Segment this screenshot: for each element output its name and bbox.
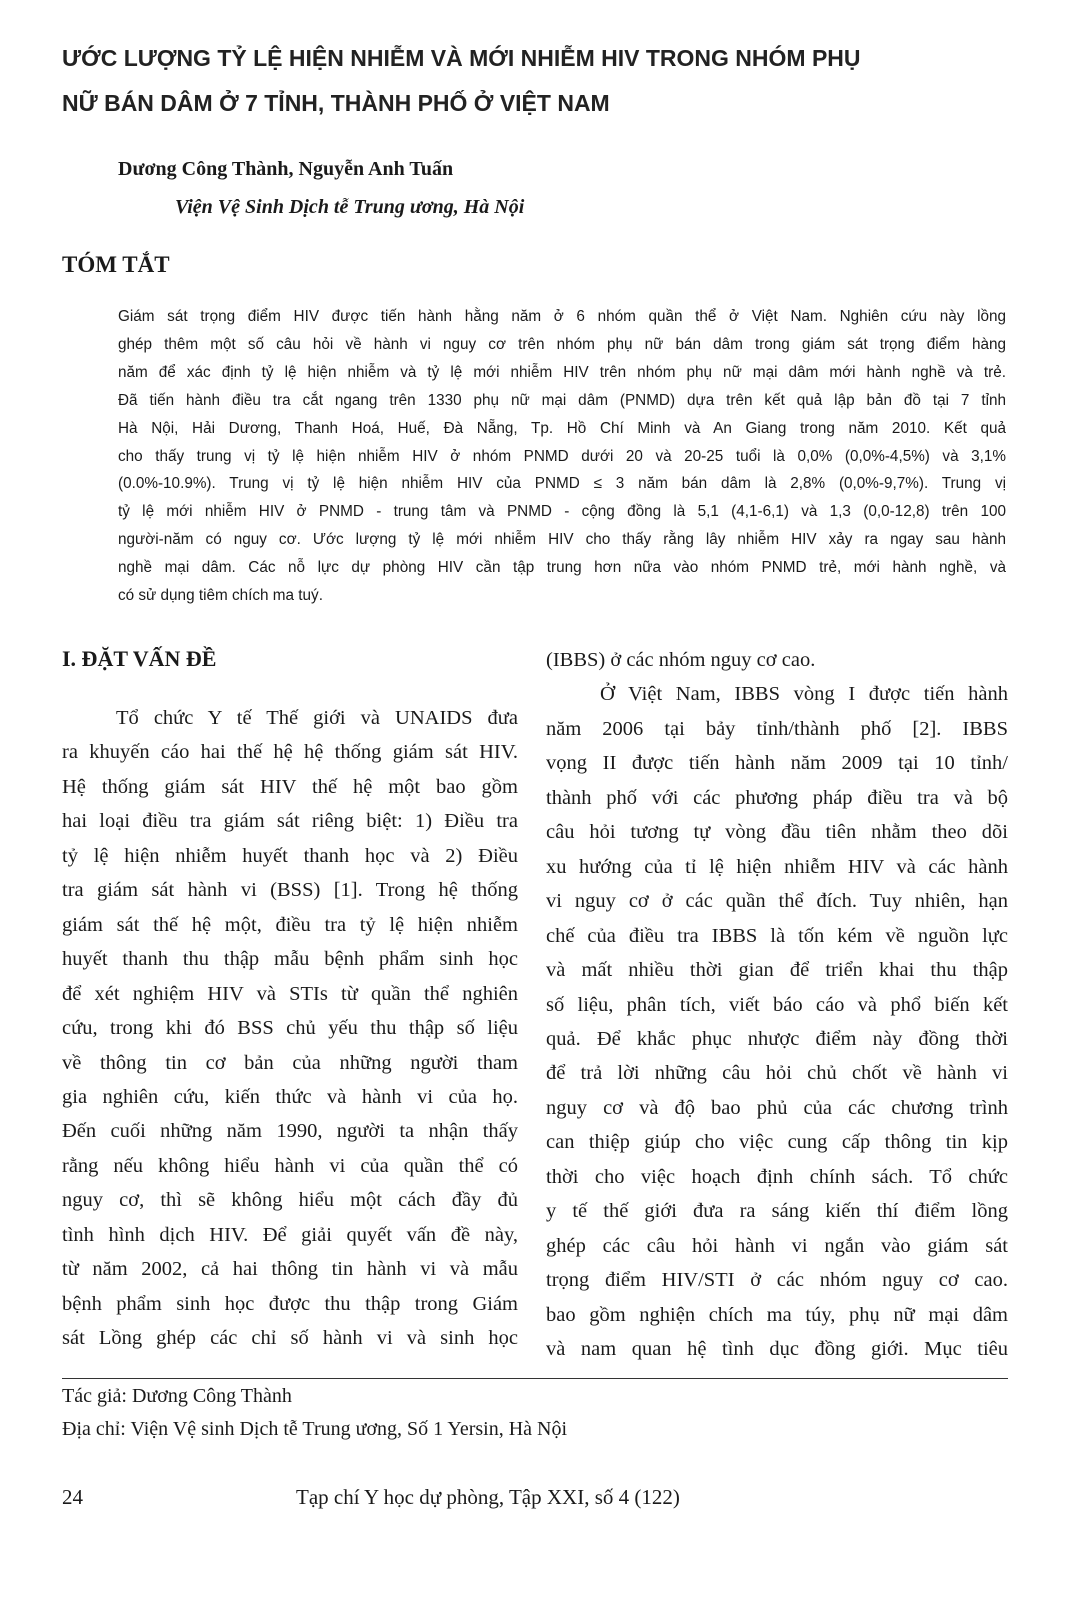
text-line: cứu, trong khi đó BSS chủ yếu thu thập số liệu	[62, 1017, 518, 1040]
text-line: tình hình dịch HIV. Để giải quyết vấn đề này,	[62, 1223, 518, 1246]
text-line: từ năm 2002, cả hai thông tin hành vi và mẫu	[62, 1258, 518, 1281]
text-line: (IBBS) ở các nhóm nguy cơ cao.	[546, 649, 816, 671]
text-line: sát Lồng ghép các chỉ số hành vi và sinh học	[62, 1327, 518, 1350]
text-line: và nam quan hệ tình dục đồng giới. Mục tiêu	[546, 1338, 1008, 1361]
text-line: và mất nhiều thời gian để triển khai thu thập	[546, 959, 1008, 982]
text-line: ghép thêm một số câu hỏi về hành vi nguy cơ trên nhóm phụ nữ bán dâm trong giám sát trọng điểm hàng	[118, 335, 1006, 353]
text-line: ra khuyến cáo hai thế hệ hệ thống giám sát HIV.	[62, 741, 518, 764]
text-line: chế của điều tra IBBS là tốn kém về nguồn lực	[546, 924, 1008, 947]
text-line: ghép các câu hỏi hành vi ngắn vào giám sát	[546, 1234, 1008, 1257]
text-line: tỷ lệ mới nhiễm HIV ở PNMD - trung tâm và PNMD - cộng đồng là 5,1 (4,1-6,1) và 1,3 (0,0-12,8) trên 100	[118, 503, 1006, 521]
section-heading: I. ĐẶT VẤN ĐỀ	[62, 646, 217, 671]
text-line: Hà Nội, Hải Dương, Thanh Hoá, Huế, Đà Nẵng, Tp. Hồ Chí Minh và An Giang trong năm 2010. Kết quả	[118, 419, 1006, 437]
text-line: thành phố với các phương pháp điều tra và bộ	[546, 786, 1008, 809]
text-line: nguy cơ, thì sẽ không hiểu một cách đầy đủ	[62, 1189, 518, 1212]
text-line: rằng nếu không hiểu hành vi của quần thể có	[62, 1154, 518, 1177]
text-line: thời cho việc hoạch định chính sách. Tổ chức	[546, 1165, 1008, 1188]
abstract	[118, 303, 1006, 610]
text-line: vọng II được tiến hành năm 2009 tại 10 tỉnh/	[546, 752, 1008, 775]
footnote-address: Địa chỉ: Viện Vệ sinh Dịch tễ Trung ương, Số 1 Yersin, Hà Nội	[62, 1418, 568, 1440]
article-title	[62, 36, 1012, 126]
text-line: bệnh phẩm sinh học được thu thập trong Giám	[62, 1292, 518, 1315]
text-line: y tế thế giới đưa ra sáng kiến thí điểm lồng	[546, 1200, 1008, 1223]
text-line: tỷ lệ hiện nhiễm huyết thanh học và 2) Điều	[62, 844, 518, 867]
text-line: gia nghiên cứu, kiến thức và hành vi của họ.	[62, 1085, 518, 1108]
text-line: trọng điểm HIV/STI ở các nhóm nguy cơ cao.	[546, 1269, 1008, 1292]
text-line: Tổ chức Y tế Thế giới và UNAIDS đưa	[116, 707, 518, 729]
text-line: Đã tiến hành điều tra cắt ngang trên 1330 phụ nữ mại dâm (PNMD) dựa trên kết quả lập bản đồ tại 7 tỉnh	[118, 391, 1006, 409]
text-line: năm để xác định tỷ lệ hiện nhiễm và tỷ lệ mới nhiễm HIV trên nhóm phụ nữ mại dâm mới hành nghề và trẻ.	[118, 363, 1006, 381]
text-line: Ở Việt Nam, IBBS vòng I được tiến hành	[600, 683, 1008, 706]
affiliation: Viện Vệ Sinh Dịch tễ Trung ương, Hà Nội	[175, 196, 525, 218]
text-line: vi nguy cơ ở các quần thể đích. Tuy nhiên, hạn	[546, 890, 1008, 913]
text-line: xu hướng của tỉ lệ hiện nhiễm HIV và các hành	[546, 855, 1008, 878]
text-line: số liệu, phân tích, viết báo cáo và phổ biến kết	[546, 993, 1008, 1016]
page-number: 24	[62, 1485, 83, 1509]
right-column	[546, 643, 1008, 1367]
text-line: có sử dụng tiêm chích ma tuý.	[118, 587, 323, 605]
text-line: câu hỏi tương tự vòng đầu tiên nhằm theo dõi	[546, 821, 1008, 844]
text-line: nguy cơ và độ bao phủ của các chương trình	[546, 1096, 1008, 1119]
text-line: giám sát thế hệ một, điều tra tỷ lệ hiện nhiễm	[62, 913, 518, 936]
abstract-heading: TÓM TẮT	[62, 252, 170, 277]
text-line: huyết thanh thu thập mẫu bệnh phẩm sinh học	[62, 948, 518, 971]
text-line: để xét nghiệm HIV và STIs từ quần thể nghiên	[62, 982, 518, 1005]
journal-citation: Tạp chí Y học dự phòng, Tập XXI, số 4 (122)	[296, 1485, 680, 1509]
text-line: nghề mại dâm. Các nỗ lực dự phòng HIV cần tập trung hơn nữa vào nhóm PNMD trẻ, mới hành nghề, và	[118, 559, 1006, 577]
text-line: để trả lời những câu hỏi chủ chốt về hành vi	[546, 1062, 1008, 1085]
text-line: quả. Để khắc phục nhược điểm này đồng thời	[546, 1027, 1008, 1050]
text-line: người-năm có nguy cơ. Ước lượng tỷ lệ mới nhiễm HIV cho thấy rằng lây nhiễm HIV xảy ra ngay sau hành	[118, 531, 1006, 549]
text-line: Hệ thống giám sát HIV thế hệ một bao gồm	[62, 775, 518, 798]
text-line: Đến cuối những năm 1990, người ta nhận thấy	[62, 1120, 518, 1143]
text-line: năm 2006 tại bảy tỉnh/thành phố [2]. IBBS	[546, 717, 1008, 740]
text-line: Giám sát trọng điểm HIV được tiến hành hằng năm ở 6 nhóm quần thể ở Việt Nam. Nghiên cứu này lồng	[118, 308, 1006, 325]
footnote-author: Tác giả: Dương Công Thành	[62, 1385, 292, 1407]
text-line: cho thấy trung vị tỷ lệ hiện nhiễm HIV ở nhóm PNMD dưới 20 và 20-25 tuổi là 0,0% (0,0%-4,5%) và 3,1%	[118, 447, 1006, 465]
title-line: NỮ BÁN DÂM Ở 7 TỈNH, THÀNH PHỐ Ở VIỆT NAM	[62, 90, 610, 116]
authors: Dương Công Thành, Nguyễn Anh Tuấn	[118, 158, 454, 180]
title-line: ƯỚC LƯỢNG TỶ LỆ HIỆN NHIỄM VÀ MỚI NHIỄM HIV TRONG NHÓM PHỤ	[62, 45, 861, 71]
text-line: bao gồm nghiện chích ma túy, phụ nữ mại dâm	[546, 1303, 1008, 1326]
text-line: can thiệp giúp cho việc cung cấp thông tin kịp	[546, 1131, 1008, 1154]
text-line: tra giám sát hành vi (BSS) [1]. Trong hệ thống	[62, 879, 518, 902]
text-line: (0.0%-10.9%). Trung vị tỷ lệ hiện nhiễm HIV của PNMD ≤ 3 năm bán dâm là 2,8% (0,0%-9,7%). Trung vị	[118, 475, 1006, 493]
text-line: về thông tin cơ bản của những người tham	[62, 1051, 518, 1074]
footnote-divider	[62, 1378, 1008, 1379]
text-line: hai loại điều tra giám sát riêng biệt: 1) Điều tra	[62, 810, 518, 833]
left-column	[62, 701, 518, 1356]
